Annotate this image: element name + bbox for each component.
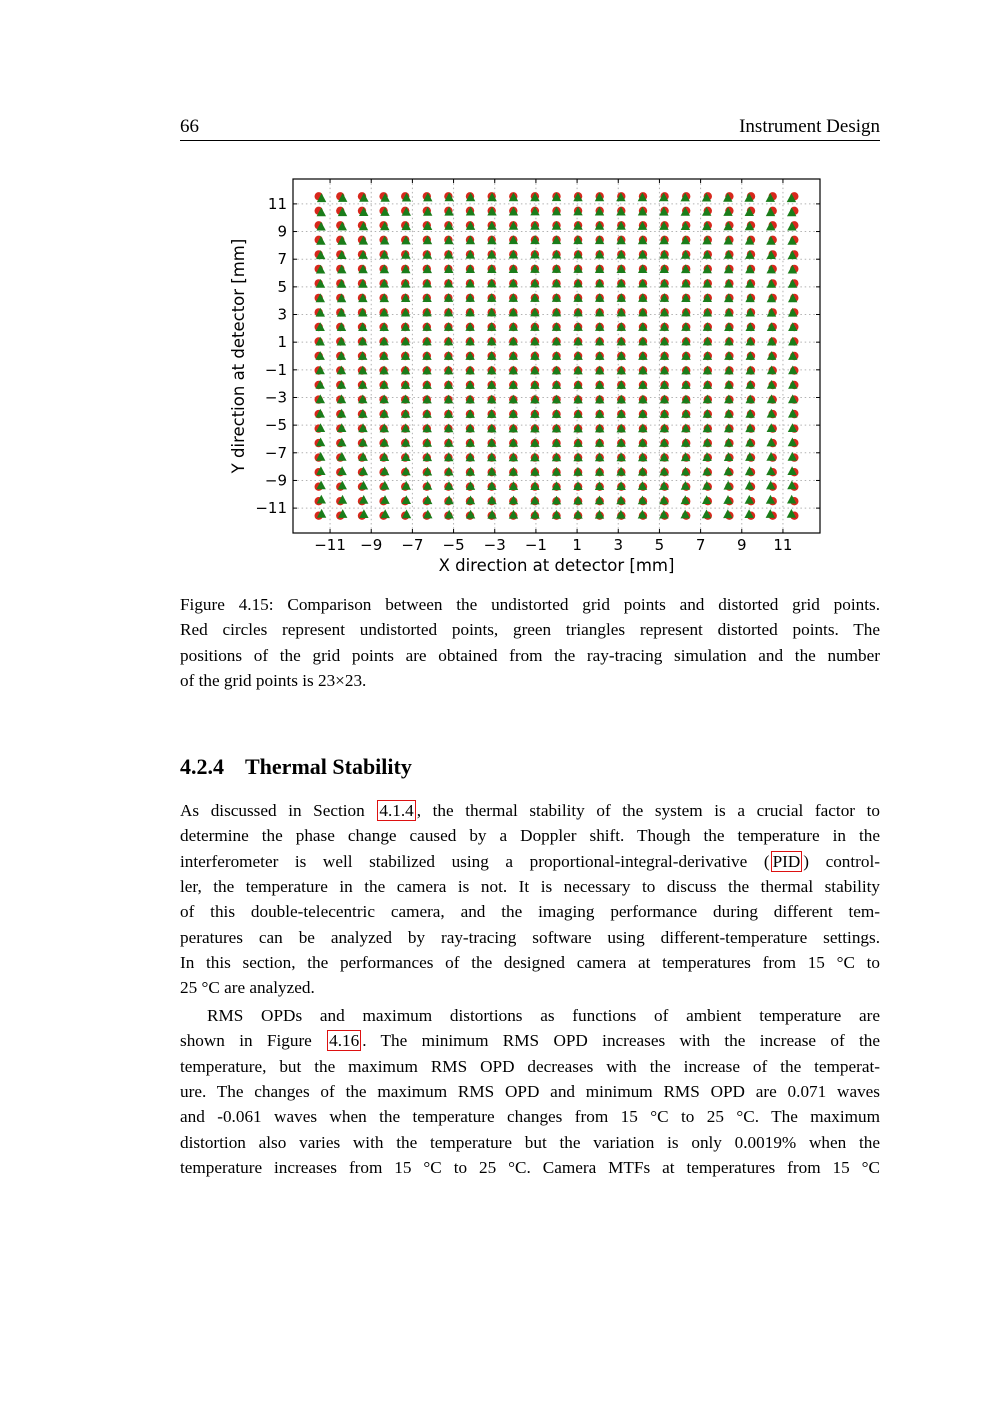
paragraph: [180, 1003, 880, 1180]
text-line: [180, 1079, 880, 1104]
text-segment: shown in Figure: [180, 1031, 327, 1051]
x-tick-label: −11: [314, 536, 346, 554]
text-line: [180, 1130, 880, 1155]
text-line: [180, 592, 880, 617]
text-segment: As discussed in Section: [180, 801, 377, 820]
text-line: [180, 1054, 880, 1079]
text-line: [180, 849, 880, 874]
y-tick-label: −5: [264, 416, 287, 435]
link-ref[interactable]: 4.16: [329, 1031, 360, 1051]
x-tick-label: −7: [401, 536, 424, 554]
section-heading: [180, 752, 880, 782]
text-segment: . The minimum RMS OPD increases with the increase of the: [362, 1031, 880, 1051]
text-segment: ler, the temperature in the camera is not. It is necessary to discuss the thermal stability: [180, 877, 880, 897]
text-line: [180, 950, 880, 975]
grid-comparison-chart: [180, 158, 840, 588]
text-segment: peratures can be analyzed by ray-tracing software using different-temperature settings.: [180, 927, 880, 947]
link-ref[interactable]: PID: [772, 851, 801, 871]
scatter-plot-svg: [180, 158, 840, 588]
section-title: Thermal Stability: [245, 754, 412, 780]
text-line: [180, 874, 880, 899]
y-tick-label: 1: [277, 333, 287, 352]
text-segment: temperature, but the maximum RMS OPD decreases with the increase of the temperat-: [180, 1056, 880, 1076]
y-axis-label: Y direction at detector [mm]: [229, 238, 248, 474]
x-tick-label: 3: [613, 536, 624, 554]
text-segment: positions of the grid points are obtained from the ray-tracing simulation and the number: [180, 645, 880, 665]
text-segment: of this double-telecentric camera, and the imaging performance during different tem-: [180, 902, 880, 922]
y-tick-label: 11: [267, 194, 287, 213]
text-line: [180, 975, 880, 1000]
text-segment: temperature increases from 15 °C to 25 °C. Camera MTFs at temperatures from 15 °C: [180, 1158, 880, 1178]
x-tick-label: 1: [572, 536, 582, 554]
text-line: [180, 798, 880, 823]
text-segment: 25 °C are analyzed.: [180, 978, 315, 998]
x-tick-label: −9: [360, 536, 383, 554]
text-line: [180, 1028, 880, 1053]
y-tick-label: −3: [264, 388, 287, 407]
x-tick-label: 9: [737, 536, 747, 554]
y-tick-label: −1: [264, 360, 287, 379]
text-segment: and -0.061 waves when the temperature changes from 15 °C to 25 °C. The maximum: [180, 1107, 880, 1127]
text-segment: , the thermal stability of the system is a crucial factor to: [416, 801, 880, 820]
x-tick-label: 7: [695, 536, 706, 554]
header-rule: [180, 140, 880, 141]
text-segment: of the grid points is 23×23.: [180, 671, 367, 691]
x-tick-label: −3: [483, 536, 506, 554]
running-header-title: Instrument Design: [739, 116, 880, 137]
text-line: [180, 643, 880, 668]
y-tick-label: 3: [277, 305, 287, 324]
text-segment: Figure 4.15: Comparison between the undistorted grid points and distorted grid points.: [180, 595, 880, 614]
y-tick-label: −7: [264, 443, 287, 462]
link-ref[interactable]: 4.1.4: [379, 801, 414, 820]
text-segment: ure. The changes of the maximum RMS OPD and minimum RMS OPD are 0.071 waves: [180, 1082, 880, 1102]
x-tick-label: 11: [773, 536, 793, 554]
text-line: [180, 668, 880, 693]
text-segment: distortion also varies with the temperature but the variation is only 0.0019% when the: [180, 1132, 880, 1152]
x-tick-label: −1: [524, 536, 547, 554]
text-segment: interferometer is well stabilized using a proportional-integral-derivative (: [180, 851, 770, 871]
section-number: 4.2.4: [180, 754, 224, 780]
text-segment: RMS OPDs and maximum distortions as functions of ambient temperature are: [207, 1006, 880, 1025]
text-line: [180, 1003, 880, 1028]
text-line: [180, 1155, 880, 1180]
y-tick-label: 9: [277, 222, 287, 241]
y-tick-label: 7: [277, 250, 287, 269]
x-axis-label: X direction at detector [mm]: [438, 556, 675, 575]
x-tick-label: −5: [442, 536, 465, 554]
text-line: [180, 617, 880, 642]
text-line: [180, 925, 880, 950]
text-line: [180, 899, 880, 924]
text-line: [180, 1104, 880, 1129]
text-line: [180, 823, 880, 848]
y-tick-label: −9: [264, 471, 287, 490]
x-tick-label: 5: [654, 536, 665, 554]
text-segment: In this section, the performances of the designed camera at temperatures from 15 °C to: [180, 953, 880, 973]
page-number: 66: [180, 116, 199, 137]
figure-caption: [180, 592, 880, 693]
text-segment: Red circles represent undistorted points, green triangles represent distorted points. The: [180, 620, 880, 640]
text-segment: ) control-: [803, 851, 880, 871]
text-segment: determine the phase change caused by a Doppler shift. Though the temperature in the: [180, 826, 880, 846]
y-tick-label: 5: [277, 277, 287, 296]
y-tick-label: −11: [255, 499, 287, 518]
paragraph: [180, 798, 880, 1001]
